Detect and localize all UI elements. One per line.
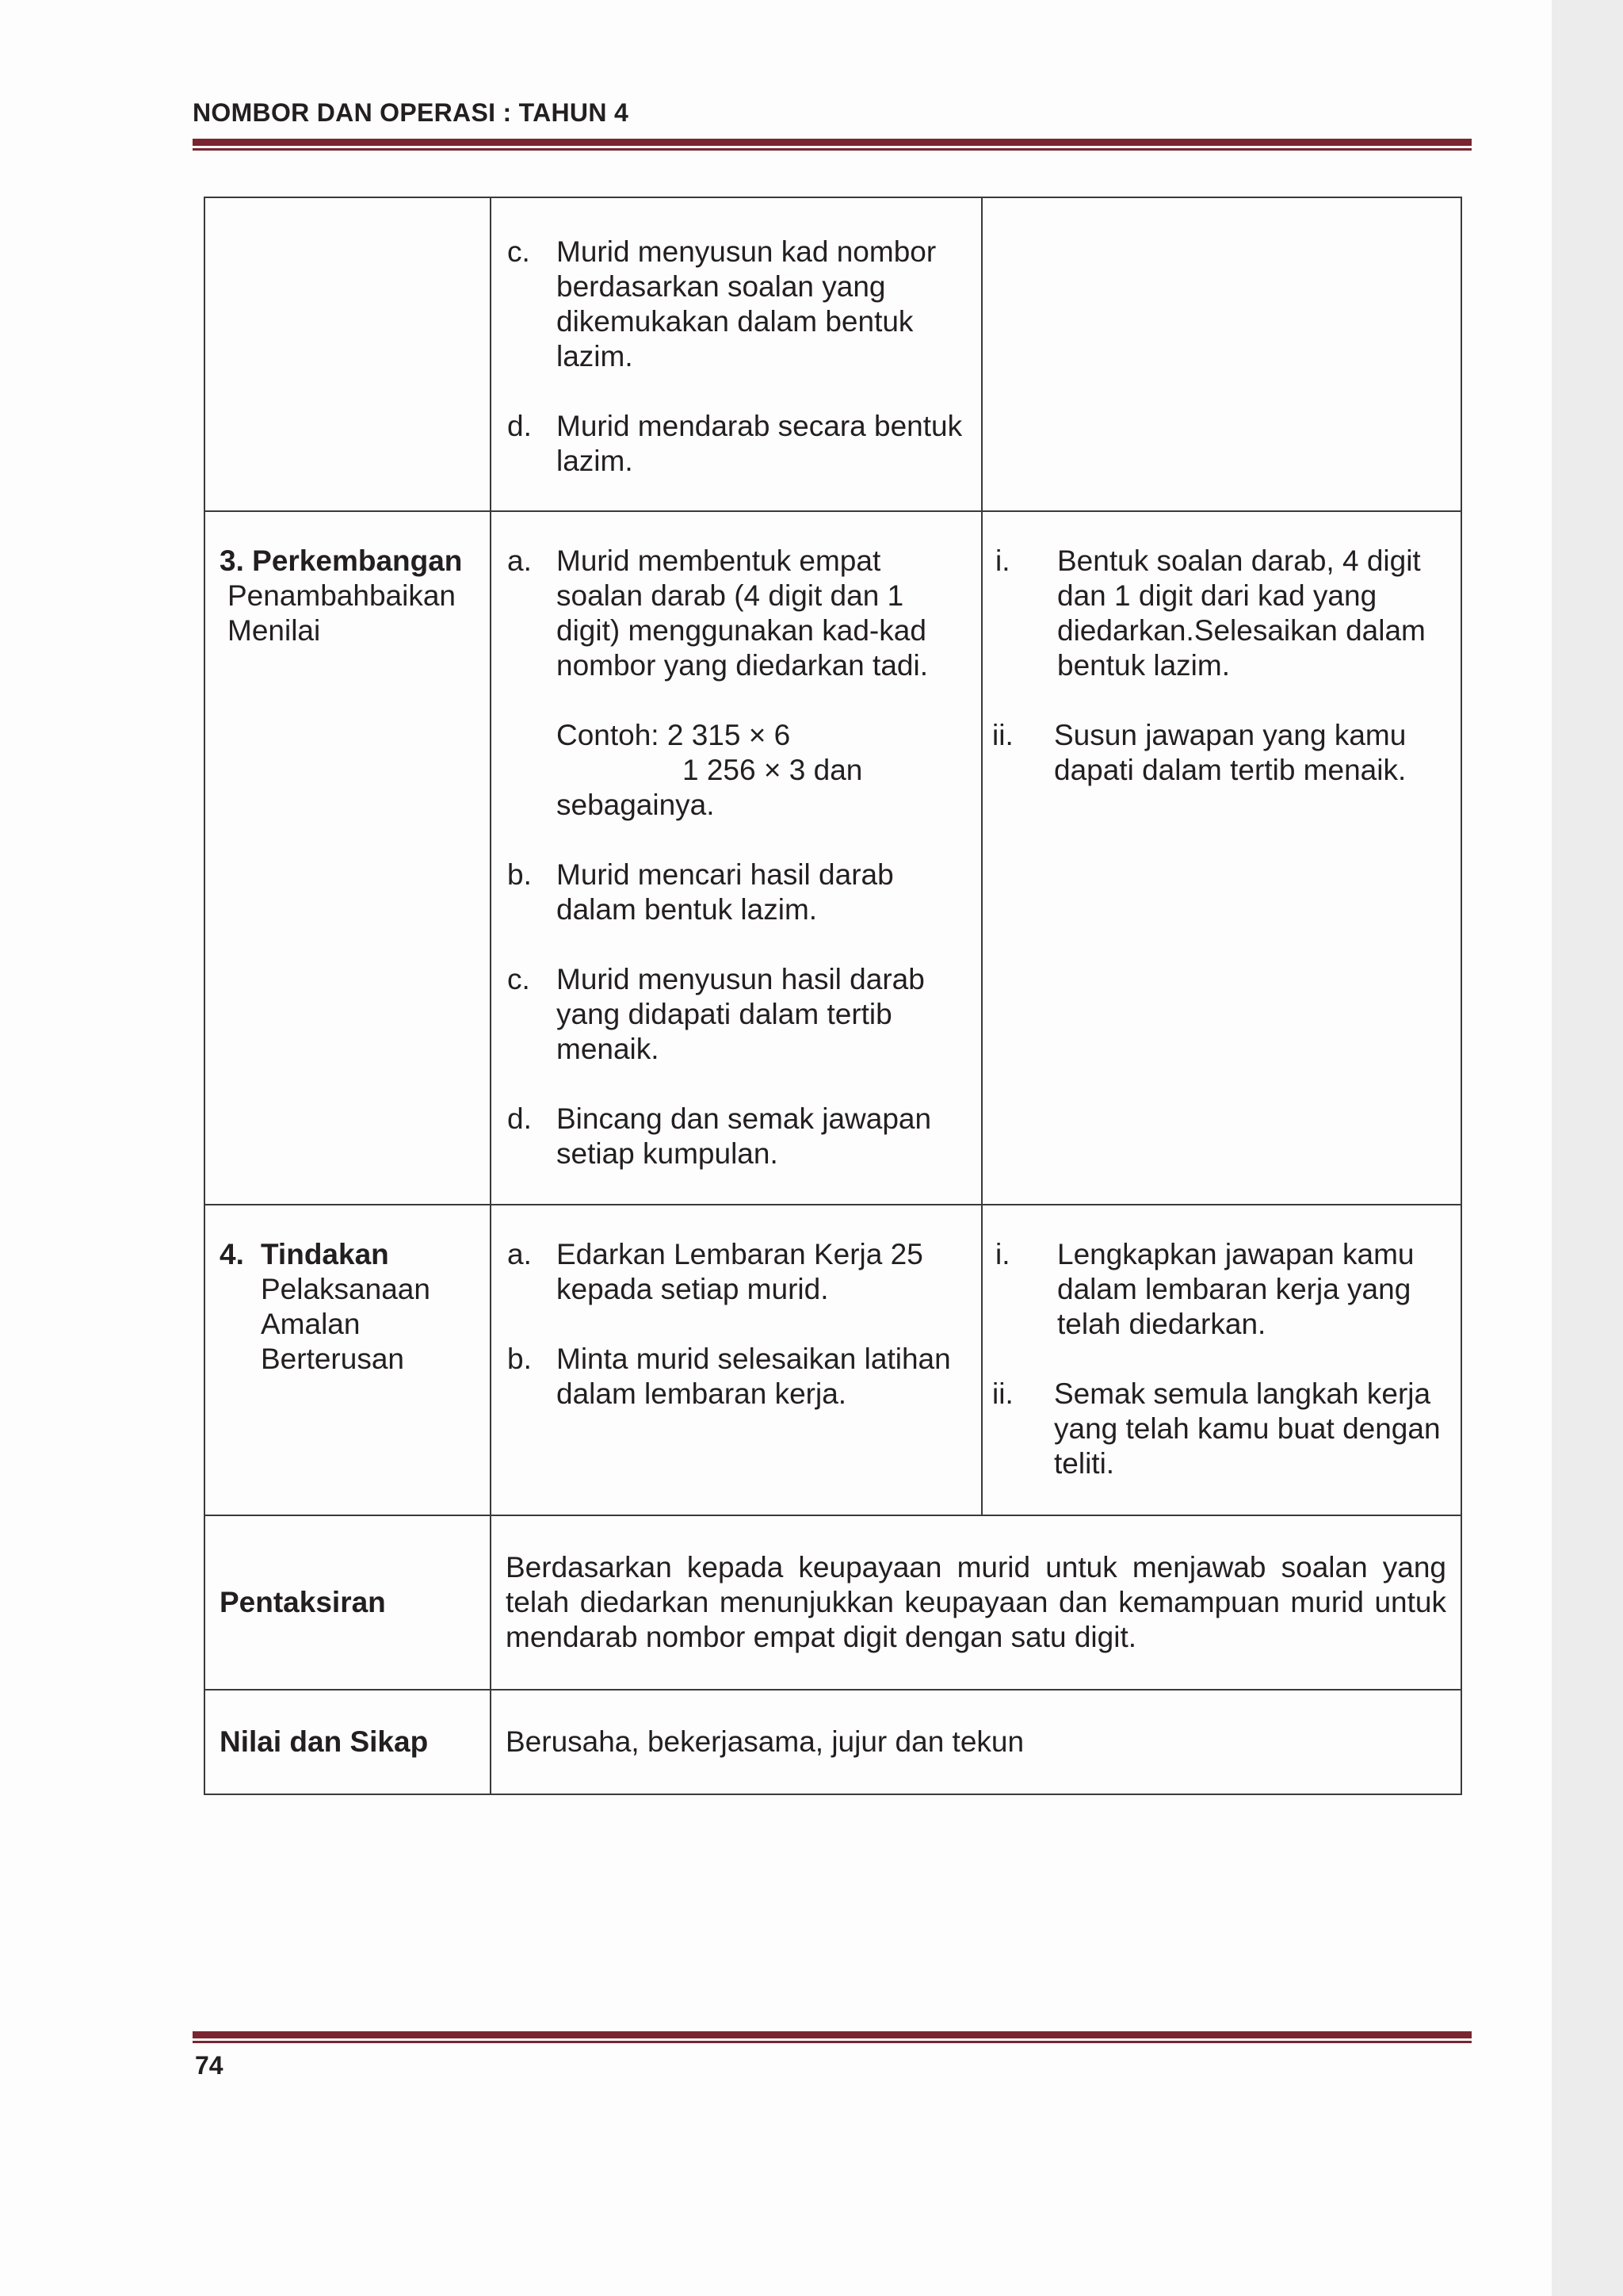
- stage-cell: [204, 197, 491, 511]
- list-item: ii. Susun jawapan yang kamu dapati dalam tertib menaik.: [992, 719, 1407, 786]
- header-rule: [193, 139, 1472, 151]
- notes-cell: [982, 1205, 1461, 1515]
- page-number: 74: [195, 2051, 223, 2080]
- stage-number: 4.: [220, 1238, 244, 1270]
- list-item: i. Lengkapkan jawapan kamu dalam lembaran kerja yang telah diedarkan.: [995, 1238, 1415, 1340]
- assessment-label: Pentaksiran: [220, 1586, 386, 1618]
- lesson-plan-table: [204, 197, 1462, 1795]
- table-row-pentaksiran: [204, 1515, 1461, 1690]
- list-item: d. Bincang dan semak jawapan setiap kumpulan.: [507, 1102, 932, 1170]
- table-row-continuation: [204, 197, 1461, 511]
- stage-title: Tindakan: [261, 1238, 389, 1270]
- list-item: b. Minta murid selesaikan latihan dalam lembaran kerja.: [507, 1343, 951, 1410]
- list-item: a. Murid membentuk empat soalan darab (4 digit dan 1 digit) menggunakan kad-kad nombor yang diedarkan tadi.: [507, 544, 928, 682]
- page-edge-shade: [1552, 0, 1623, 2296]
- values-text: Berusaha, bekerjasama, jujur dan tekun: [506, 1725, 1025, 1758]
- list-item: a. Edarkan Lembaran Kerja 25 kepada setiap murid.: [507, 1238, 923, 1305]
- stage-title: 3. Perkembangan: [220, 544, 463, 577]
- list-item: b. Murid mencari hasil darab dalam bentuk lazim.: [507, 858, 894, 926]
- values-label: Nilai dan Sikap: [220, 1725, 429, 1758]
- table-row-perkembangan: [204, 511, 1461, 1205]
- values-label-cell: [204, 1690, 491, 1794]
- stage-subtitle: Menilai: [227, 614, 321, 647]
- list-item: c. Murid menyusun kad nombor berdasarkan soalan yang dikemukakan dalam bentuk lazim.: [507, 235, 937, 372]
- example-block: [506, 718, 968, 823]
- values-text-cell: [491, 1690, 1461, 1794]
- example-line: 1 256 × 3 dan: [682, 754, 863, 786]
- stage-subtitle: Pelaksanaan: [261, 1273, 430, 1305]
- example-line: Contoh: 2 315 × 6: [556, 719, 791, 751]
- example-line: sebagainya.: [556, 789, 715, 821]
- stage-subtitle: Berterusan: [261, 1343, 404, 1375]
- footer-rule: [193, 2031, 1472, 2043]
- stage-subtitle: Penambahbaikan: [227, 579, 456, 612]
- table-row-tindakan: [204, 1205, 1461, 1515]
- stage-cell: [204, 511, 491, 1205]
- activity-cell: [491, 197, 982, 511]
- activity-cell: [491, 1205, 982, 1515]
- table-row-nilai: [204, 1690, 1461, 1794]
- stage-cell: [204, 1205, 491, 1515]
- activity-cell: [491, 511, 982, 1205]
- stage-subtitle: Amalan: [261, 1308, 361, 1340]
- list-item: ii. Semak semula langkah kerja yang telah kamu buat dengan teliti.: [992, 1377, 1441, 1480]
- notes-cell: [982, 197, 1461, 511]
- page-header-title: NOMBOR DAN OPERASI : TAHUN 4: [193, 98, 629, 127]
- list-item: c. Murid menyusun hasil darab yang didapati dalam tertib menaik.: [507, 963, 925, 1065]
- assessment-label-cell: [204, 1515, 491, 1690]
- assessment-text-cell: [491, 1515, 1461, 1690]
- list-item: d. Murid mendarab secara bentuk lazim.: [507, 410, 963, 477]
- notes-cell: [982, 511, 1461, 1205]
- list-item: i. Bentuk soalan darab, 4 digit dan 1 digit dari kad yang diedarkan.Selesaikan dalam bentuk lazim.: [995, 544, 1426, 682]
- assessment-text: Berdasarkan kepada keupayaan murid untuk menjawab soalan yang telah diedarkan menunjukkan keupayaan dan kemampuan murid untuk mendarab nombor empat digit dengan satu digit.: [506, 1551, 1446, 1653]
